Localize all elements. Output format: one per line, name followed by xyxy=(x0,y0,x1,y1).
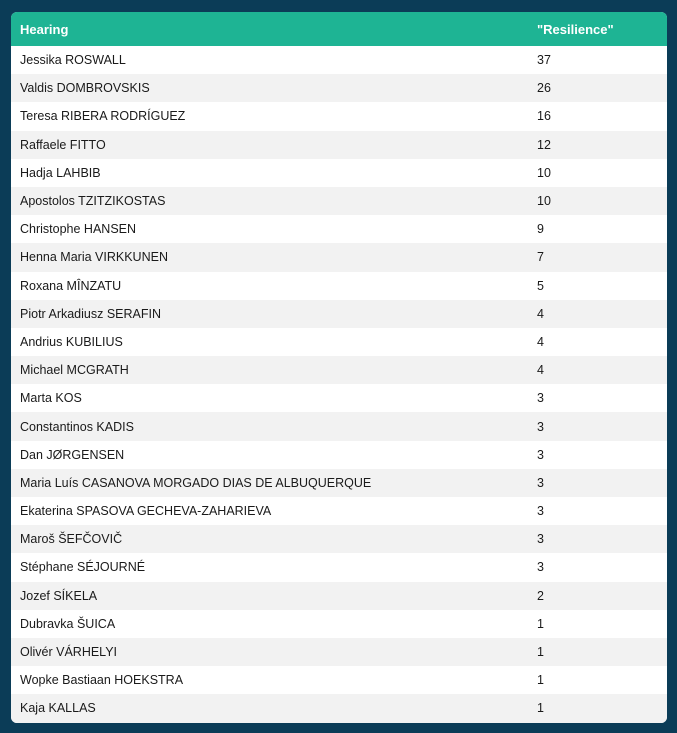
hearing-name-cell: Teresa RIBERA RODRÍGUEZ xyxy=(20,109,186,124)
resilience-value-cell: 3 xyxy=(537,419,544,434)
header-row xyxy=(11,12,667,46)
hearing-name-cell: Valdis DOMBROVSKIS xyxy=(20,81,150,96)
resilience-value-cell: 1 xyxy=(537,616,544,631)
table-row xyxy=(11,159,667,187)
column-header-hearing[interactable]: Hearing xyxy=(20,21,69,37)
resilience-value-cell: 3 xyxy=(537,532,544,547)
table-header xyxy=(11,12,667,46)
table-row xyxy=(11,525,667,553)
table-row xyxy=(11,243,667,271)
resilience-value-cell: 16 xyxy=(537,109,551,124)
hearing-name-cell: Stéphane SÉJOURNÉ xyxy=(20,560,146,575)
resilience-value-cell: 1 xyxy=(537,645,544,660)
hearing-name-cell: Henna Maria VIRKKUNEN xyxy=(20,250,168,265)
resilience-value-cell: 4 xyxy=(537,334,544,349)
hearing-name-cell: Ekaterina SPASOVA GECHEVA-ZAHARIEVA xyxy=(20,504,272,519)
resilience-value-cell: 2 xyxy=(537,588,544,603)
resilience-value-cell: 37 xyxy=(537,53,551,68)
resilience-value-cell: 3 xyxy=(537,475,544,490)
hearing-name-cell: Constantinos KADIS xyxy=(20,419,134,434)
hearing-name-cell: Maria Luís CASANOVA MORGADO DIAS DE ALBUQUERQUE xyxy=(20,475,372,490)
table-card xyxy=(11,12,667,723)
hearing-name-cell: Roxana MÎNZATU xyxy=(20,278,122,293)
table-row xyxy=(11,553,667,581)
table-row xyxy=(11,497,667,525)
resilience-value-cell: 10 xyxy=(537,194,551,209)
hearing-name-cell: Dubravka ŠUICA xyxy=(20,616,116,631)
table-row xyxy=(11,187,667,215)
table-row xyxy=(11,215,667,243)
hearing-name-cell: Christophe HANSEN xyxy=(20,222,137,237)
table-row xyxy=(11,102,667,130)
table-row xyxy=(11,666,667,694)
resilience-value-cell: 3 xyxy=(537,560,544,575)
table-row xyxy=(11,384,667,412)
table-row xyxy=(11,582,667,610)
hearing-name-cell: Marta KOS xyxy=(20,391,82,406)
table-row xyxy=(11,46,667,74)
table-row xyxy=(11,356,667,384)
hearing-name-cell: Wopke Bastiaan HOEKSTRA xyxy=(20,673,184,688)
hearing-name-cell: Jessika ROSWALL xyxy=(20,53,126,68)
hearing-name-cell: Hadja LAHBIB xyxy=(20,165,101,180)
resilience-value-cell: 10 xyxy=(537,165,551,180)
hearing-name-cell: Jozef SÍKELA xyxy=(20,588,98,603)
resilience-value-cell: 1 xyxy=(537,673,544,688)
resilience-value-cell: 9 xyxy=(537,222,544,237)
hearing-name-cell: Piotr Arkadiusz SERAFIN xyxy=(20,306,162,321)
hearing-name-cell: Olivér VÁRHELYI xyxy=(20,645,118,660)
resilience-value-cell: 7 xyxy=(537,250,544,265)
resilience-value-cell: 1 xyxy=(537,701,544,716)
table-body xyxy=(11,46,667,723)
table-row xyxy=(11,441,667,469)
resilience-value-cell: 4 xyxy=(537,363,544,378)
table-row xyxy=(11,694,667,722)
resilience-value-cell: 3 xyxy=(537,391,544,406)
resilience-value-cell: 12 xyxy=(537,137,551,152)
hearing-name-cell: Dan JØRGENSEN xyxy=(20,447,125,462)
table-row xyxy=(11,74,667,102)
hearing-name-cell: Raffaele FITTO xyxy=(20,137,106,152)
resilience-table xyxy=(11,12,667,723)
resilience-value-cell: 26 xyxy=(537,81,551,96)
column-header-resilience[interactable]: "Resilience" xyxy=(537,21,614,37)
table-row xyxy=(11,610,667,638)
table-row xyxy=(11,328,667,356)
table-row xyxy=(11,412,667,440)
table-row xyxy=(11,131,667,159)
hearing-name-cell: Michael MCGRATH xyxy=(20,363,129,378)
resilience-value-cell: 5 xyxy=(537,278,544,293)
hearing-name-cell: Kaja KALLAS xyxy=(20,701,96,716)
table-row xyxy=(11,469,667,497)
hearing-name-cell: Maroš ŠEFČOVIČ xyxy=(20,532,123,547)
table-row xyxy=(11,638,667,666)
hearing-name-cell: Andrius KUBILIUS xyxy=(20,334,123,349)
resilience-value-cell: 3 xyxy=(537,447,544,462)
table-row xyxy=(11,272,667,300)
hearing-name-cell: Apostolos TZITZIKOSTAS xyxy=(20,194,166,209)
table-row xyxy=(11,300,667,328)
resilience-value-cell: 4 xyxy=(537,306,544,321)
resilience-value-cell: 3 xyxy=(537,504,544,519)
